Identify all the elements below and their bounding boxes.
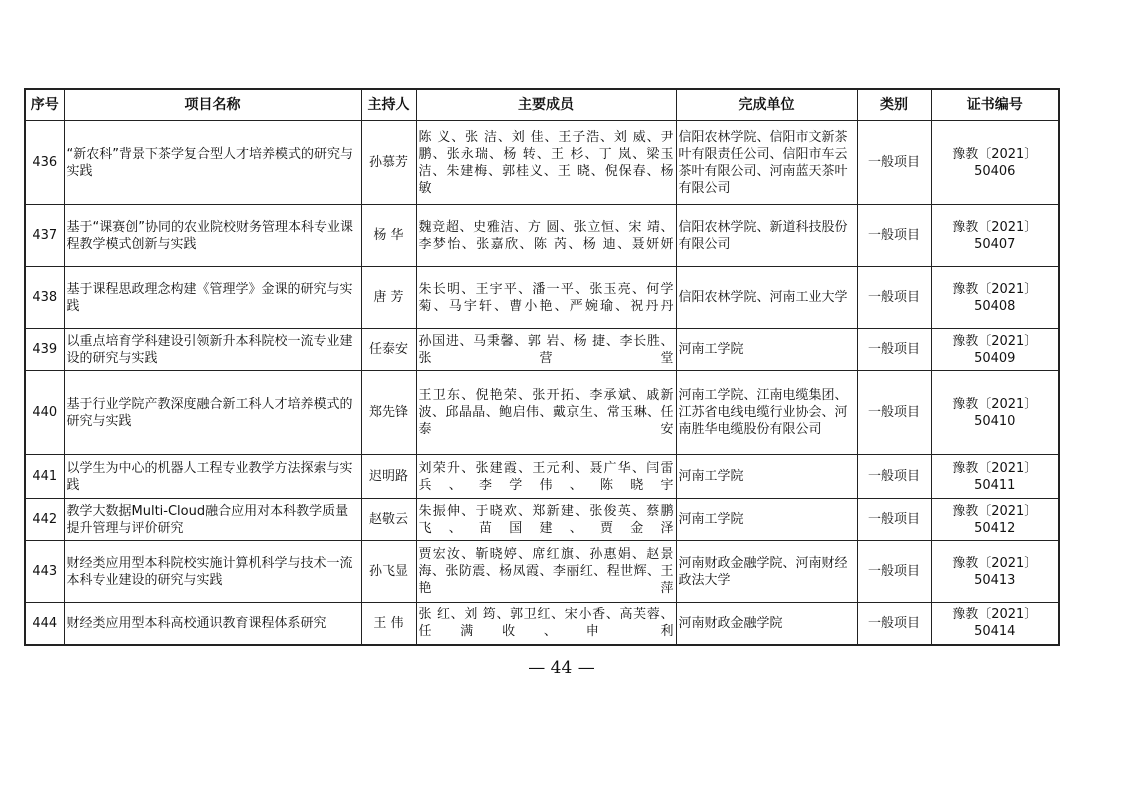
cell-members: 朱振伸、于晓欢、郑新建、张俊英、蔡鹏飞、苗国建、贾金泽 — [416, 499, 676, 541]
cell-seq: 440 — [25, 371, 64, 455]
cell-category: 一般项目 — [857, 499, 931, 541]
cell-host: 王 伟 — [361, 603, 416, 645]
cell-project: 财经类应用型本科院校实施计算机科学与技术一流本科专业建设的研究与实践 — [64, 541, 361, 603]
cell-category: 一般项目 — [857, 603, 931, 645]
cell-cert: 豫教〔2021〕50411 — [931, 455, 1059, 499]
cell-cert: 豫教〔2021〕50412 — [931, 499, 1059, 541]
header-host: 主持人 — [361, 89, 416, 121]
cell-seq: 436 — [25, 121, 64, 205]
cell-project: 基于“课赛创”协同的农业院校财务管理本科专业课程教学模式创新与实践 — [64, 205, 361, 267]
cell-members: 贾宏汝、靳晓婷、席红旗、孙惠娟、赵景海、张防震、杨凤霞、李丽红、程世辉、王艳萍 — [416, 541, 676, 603]
cell-category: 一般项目 — [857, 205, 931, 267]
cell-seq: 441 — [25, 455, 64, 499]
table-row — [25, 455, 1059, 499]
header-members: 主要成员 — [416, 89, 676, 121]
cell-category: 一般项目 — [857, 329, 931, 371]
cell-host: 赵敬云 — [361, 499, 416, 541]
cell-host: 郑先锋 — [361, 371, 416, 455]
cell-category: 一般项目 — [857, 455, 931, 499]
cell-project: 财经类应用型本科高校通识教育课程体系研究 — [64, 603, 361, 645]
table-row — [25, 603, 1059, 645]
cell-cert: 豫教〔2021〕50408 — [931, 267, 1059, 329]
cell-members: 朱长明、王宇平、潘一平、张玉亮、何学菊、马宇轩、曹小艳、严婉瑜、祝丹丹 — [416, 267, 676, 329]
cell-host: 任泰安 — [361, 329, 416, 371]
cell-members: 张 红、刘 筠、郭卫红、宋小香、高芙蓉、任满收、申 利 — [416, 603, 676, 645]
cell-category: 一般项目 — [857, 267, 931, 329]
cell-unit: 河南财政金融学院 — [676, 603, 857, 645]
cell-project: 基于行业学院产教深度融合新工科人才培养模式的研究与实践 — [64, 371, 361, 455]
cell-project: 以学生为中心的机器人工程专业教学方法探索与实践 — [64, 455, 361, 499]
cell-cert: 豫教〔2021〕50407 — [931, 205, 1059, 267]
cell-host: 唐 芳 — [361, 267, 416, 329]
cell-seq: 439 — [25, 329, 64, 371]
cell-host: 迟明路 — [361, 455, 416, 499]
cell-project: 以重点培育学科建设引领新升本科院校一流专业建设的研究与实践 — [64, 329, 361, 371]
cell-seq: 442 — [25, 499, 64, 541]
table-row — [25, 205, 1059, 267]
table-header-row — [25, 89, 1059, 121]
cell-category: 一般项目 — [857, 371, 931, 455]
cell-unit: 信阳农林学院、新道科技股份有限公司 — [676, 205, 857, 267]
cell-project: 教学大数据Multi-Cloud融合应用对本科教学质量提升管理与评价研究 — [64, 499, 361, 541]
cell-members: 孙国进、马秉馨、郭 岩、杨 捷、李长胜、张营堂 — [416, 329, 676, 371]
cell-cert: 豫教〔2021〕50406 — [931, 121, 1059, 205]
project-table — [24, 88, 1060, 646]
cell-members: 刘荣升、张建霞、王元利、聂广华、闫雷兵、李学伟、陈晓宇 — [416, 455, 676, 499]
header-unit: 完成单位 — [676, 89, 857, 121]
table-row — [25, 541, 1059, 603]
cell-unit: 河南工学院 — [676, 499, 857, 541]
cell-members: 陈 义、张 洁、刘 佳、王子浩、刘 威、尹 鹏、张永瑞、杨 转、王 杉、丁 岚、梁玉洁、朱建梅、郭桂义、王 晓、倪保春、杨 敏 — [416, 121, 676, 205]
table-row — [25, 499, 1059, 541]
cell-category: 一般项目 — [857, 121, 931, 205]
cell-unit: 信阳农林学院、河南工业大学 — [676, 267, 857, 329]
cell-members: 王卫东、倪艳荣、张开拓、李承斌、戚新波、邱晶晶、鲍启伟、戴京生、常玉琳、任泰安 — [416, 371, 676, 455]
cell-cert: 豫教〔2021〕50413 — [931, 541, 1059, 603]
cell-unit: 河南工学院、江南电缆集团、江苏省电线电缆行业协会、河南胜华电缆股份有限公司 — [676, 371, 857, 455]
cell-category: 一般项目 — [857, 541, 931, 603]
table-row — [25, 121, 1059, 205]
cell-cert: 豫教〔2021〕50414 — [931, 603, 1059, 645]
page-number: — 44 — — [528, 658, 595, 678]
cell-unit: 信阳农林学院、信阳市文新茶叶有限责任公司、信阳市车云茶叶有限公司、河南蓝天茶叶有限公司 — [676, 121, 857, 205]
header-project: 项目名称 — [64, 89, 361, 121]
cell-seq: 438 — [25, 267, 64, 329]
cell-seq: 443 — [25, 541, 64, 603]
header-category: 类别 — [857, 89, 931, 121]
cell-host: 孙飞显 — [361, 541, 416, 603]
cell-host: 杨 华 — [361, 205, 416, 267]
cell-unit: 河南工学院 — [676, 329, 857, 371]
cell-host: 孙慕芳 — [361, 121, 416, 205]
header-seq: 序号 — [25, 89, 64, 121]
cell-cert: 豫教〔2021〕50409 — [931, 329, 1059, 371]
cell-seq: 437 — [25, 205, 64, 267]
cell-project: 基于课程思政理念构建《管理学》金课的研究与实践 — [64, 267, 361, 329]
table-row — [25, 329, 1059, 371]
cell-unit: 河南工学院 — [676, 455, 857, 499]
cell-seq: 444 — [25, 603, 64, 645]
cell-unit: 河南财政金融学院、河南财经政法大学 — [676, 541, 857, 603]
table-row — [25, 267, 1059, 329]
cell-project: “新农科”背景下茶学复合型人才培养模式的研究与实践 — [64, 121, 361, 205]
table-row — [25, 371, 1059, 455]
cell-cert: 豫教〔2021〕50410 — [931, 371, 1059, 455]
header-cert: 证书编号 — [931, 89, 1059, 121]
cell-members: 魏竞超、史雅洁、方 圆、张立恒、宋 靖、李梦怡、张嘉欣、陈 芮、杨 迪、聂妍妍 — [416, 205, 676, 267]
